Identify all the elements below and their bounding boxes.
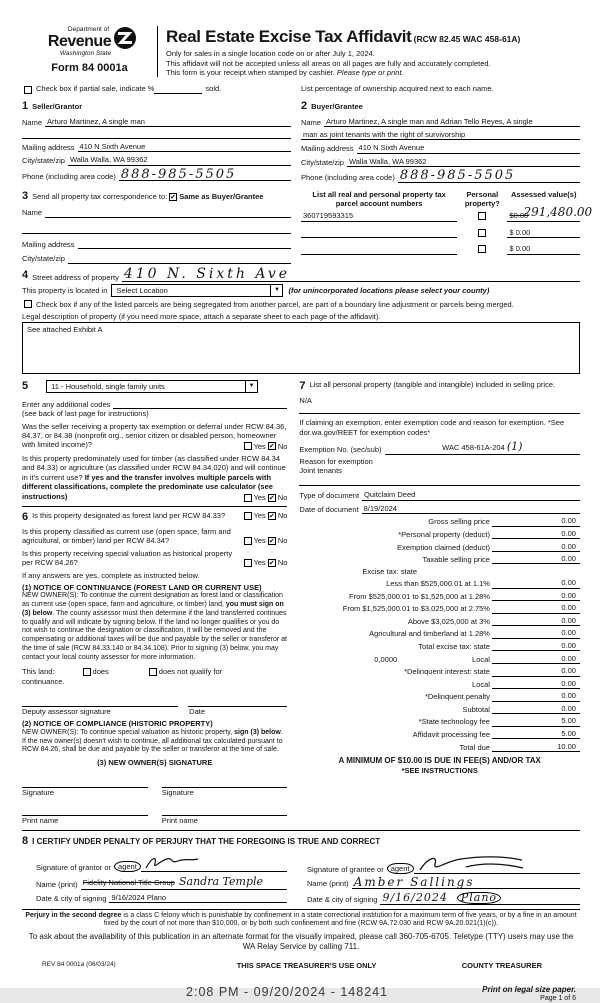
print-name-label: Print name — [22, 816, 148, 825]
this-land-label: This land: — [22, 667, 55, 676]
tax-row-label: *Personal property (deduct) — [299, 530, 492, 539]
header-note-1: Only for sales in a single location code on or after July 1, 2024. — [166, 49, 580, 58]
agent-circled-label: agent — [114, 861, 141, 872]
assessed-value-field-1[interactable]: $0.00 — [507, 211, 580, 221]
parcel-row — [301, 211, 580, 221]
tax-row-label: Exemption claimed (deduct) — [299, 543, 492, 552]
section-certify — [22, 835, 580, 904]
date-of-document-label: Date of document — [299, 505, 361, 514]
no-label: No — [278, 442, 288, 451]
chevron-down-icon[interactable]: ▼ — [245, 381, 257, 392]
buyer-phone-field[interactable]: 888-985-5505 — [398, 170, 580, 183]
land-use-select-value: 11 - Household, single family units — [51, 382, 165, 391]
county-treasurer-label: COUNTY TREASURER — [424, 961, 580, 970]
grantee-name-field[interactable]: Amber Sallings — [352, 877, 580, 889]
buyer-heading: Buyer/Grantee — [311, 102, 363, 111]
buyer-citystatezip-field[interactable]: Walla Walla, WA 99362 — [347, 157, 580, 167]
grantee-date-label: Date & city of signing — [307, 895, 380, 904]
checkmark-icon: ✔ — [269, 513, 275, 520]
correspondence-label: Send all property tax correspondence to: — [32, 192, 167, 201]
page-title-rcw: (RCW 82.45 WAC 458-61A) — [414, 34, 521, 44]
rev-form-code: REV 84 0001a (06/03/24) — [22, 961, 189, 969]
tax-row-label: From $1,525,000.01 to $3,025,000 at 2.75% — [299, 604, 492, 613]
tax-row-value[interactable]: 0.00 — [492, 666, 580, 676]
local-rate-value[interactable]: 0,0000 — [299, 655, 472, 664]
notice-compliance-title: (2) NOTICE OF COMPLIANCE (HISTORIC PROPERTY) — [22, 719, 287, 728]
seller-name-field-2[interactable] — [22, 130, 291, 139]
corr-name-label: Name — [22, 208, 45, 217]
grantor-name-handwritten: Sandra Temple — [179, 875, 263, 888]
grantor-name-label: Name (print) — [36, 880, 81, 889]
partial-sale-sold-label: sold. — [205, 84, 221, 93]
tax-row-value[interactable]: 0.00 — [492, 704, 580, 714]
section-land-use — [22, 380, 287, 394]
checkmark-icon: ✔ — [269, 560, 275, 567]
tax-row-label: From $525,000.01 to $1,525,000 at 1.28% — [299, 592, 492, 601]
grantee-date-field[interactable]: 9/16/2024 Plano — [380, 892, 580, 905]
new-owners-signature-title: (3) NEW OWNER(S) SIGNATURE — [22, 758, 287, 767]
section3-number: 3 — [22, 190, 28, 204]
seller-citystatezip-label: City/state/zip — [22, 156, 68, 165]
street-address-label: Street address of property — [32, 273, 122, 282]
q5b-yes-checkbox[interactable] — [244, 494, 252, 502]
tax-row-value[interactable]: 0.00 — [492, 679, 580, 689]
assessed-value-field-2[interactable]: $ 0.00 — [507, 228, 580, 238]
type-of-document-field[interactable]: Quitclaim Deed — [362, 490, 580, 500]
notice-continuance-body: NEW OWNER(S): To continue the current designation as forest land or classification as current use (open space, farm and agriculture, or timber) land, you must sign on (3) below. The county assessor must then determine if the land transferred continues to qualify and will indicate by signing below. If the land no longer qualifies or you do not wish to continue the designation or classification, it will be removed and the compensating or additional taxes will be due and payable by the seller or transferor at the time of sale (RCW 84.33.140 or 84.34.108). Prior to signing (3) below, you may contact your local county assessor for more information. — [22, 592, 287, 662]
buyer-name-field-2[interactable]: man as joint tenants with the right of survivorship — [301, 130, 580, 140]
if-any-yes-note: If any answers are yes, complete as instructed below. — [22, 571, 287, 580]
section4-number: 4 — [22, 269, 28, 283]
new-owner-signature-field-2[interactable] — [162, 779, 288, 788]
section-buyer — [301, 100, 580, 183]
perjury-note: Perjury in the second degree is a class C felony which is punishable by confinement in a state correctional institution for a maximum term of five years, or by a fine in an amount fixed by the court of not more than $10,000, or by both such confinement and fine (RCW 9A.72.030 and RCW 9A.20.021(1)(c)). — [22, 912, 580, 930]
tax-row-label: Agricultural and timberland at 1.28% — [299, 629, 492, 638]
historic-question: Is this property receiving special valuation as historical property per RCW 84.26? — [22, 549, 238, 568]
additional-codes-note: (see back of last page for instructions) — [22, 409, 287, 418]
corr-citystatezip-field[interactable] — [68, 255, 291, 264]
parcel-number-field-2[interactable] — [301, 229, 457, 238]
signature-label: Signature — [162, 788, 288, 797]
tax-row-label: Total excise tax: state — [299, 642, 492, 651]
forest-land-question: Is this property designated as forest land per RCW 84.33? — [32, 511, 237, 520]
notice-compliance-body: NEW OWNER(S): To continue special valuation as historic property, sign (3) below. If the new owner(s) doesn't wish to continue, all additional tax calculated pursuant to RCW 84.26, shall be due and payable by the seller or transferor at the time of sale. — [22, 729, 287, 755]
q6b-no-checkbox[interactable] — [268, 537, 276, 545]
q6b-yes-checkbox[interactable] — [244, 537, 252, 545]
grantor-date-label: Date & city of signing — [36, 894, 109, 903]
dor-swirl-icon — [113, 26, 137, 50]
revenue-wordmark: Revenue — [48, 34, 111, 50]
page-title: Real Estate Excise Tax Affidavit — [166, 27, 412, 46]
seller-mailing-field[interactable]: 410 N Sixth Avenue — [78, 142, 291, 152]
form-number: Form 84 0001a — [22, 62, 157, 76]
yes-label: Yes — [254, 442, 266, 451]
tax-row-value[interactable]: 5.00 — [492, 716, 580, 726]
exemption-intro: If claiming an exemption, enter exemption code and reason for exemption. *See dor.wa.gov/REET for exemption codes* — [299, 418, 580, 437]
continuance-label: continuance. — [22, 677, 287, 686]
assessed-value-handwritten: 291,480.00 — [523, 205, 592, 220]
personal-property-checkbox-3[interactable] — [478, 245, 486, 253]
tax-row-label: Total due — [299, 743, 492, 752]
assessed-value-col-header: Assessed value(s) — [507, 190, 580, 199]
page-indicator: Page 1 of 6 — [413, 995, 576, 1003]
yes-label: Yes — [254, 493, 266, 502]
agent-circled-label: agent — [387, 863, 414, 874]
does-checkbox[interactable] — [83, 668, 91, 676]
alt-format-note: To ask about the availability of this publication in an alternate format for the visually impaired, please call 360-705-6705. Teletype (TTY) users may use the WA Relay Service by calling 711. — [22, 932, 580, 952]
q5a-yes-checkbox[interactable] — [244, 442, 252, 450]
segregated-checkbox[interactable] — [24, 300, 32, 308]
location-select-value: Select Location — [116, 286, 167, 295]
personal-property-checkbox-1[interactable] — [478, 212, 486, 220]
personal-property-checkbox-2[interactable] — [478, 229, 486, 237]
corr-name-field-2[interactable] — [22, 225, 291, 234]
parcel-col-header: List all real and personal property tax parcel account numbers — [301, 190, 457, 209]
tax-row-label: Taxable selling price — [299, 555, 492, 564]
new-owner-printname-field-2[interactable] — [162, 807, 288, 816]
dor-logo-block — [22, 26, 157, 77]
header-note-3: This form is your receipt when stamped by cashier. Please type or print. — [166, 68, 580, 77]
notice-continuance-title: (1) NOTICE OF CONTINUANCE (FOREST LAND OR CURRENT USE) — [22, 583, 287, 592]
grantee-name-label: Name (print) — [307, 879, 352, 888]
new-owner-signature-field-1[interactable] — [22, 779, 148, 788]
tax-row-value[interactable]: 0.00 — [492, 616, 580, 626]
reason-exemption-label: Reason for exemption — [299, 457, 580, 466]
current-use-question: Is this property classified as current use (open space, farm and agricultural, or timber) land per RCW 84.34? — [22, 527, 238, 546]
exemption-no-field[interactable]: WAC 458-61A-204 (1) — [385, 440, 580, 455]
tax-row-value[interactable]: 10.00 — [492, 742, 580, 752]
parcel-row — [301, 244, 580, 254]
grantor-signature-field[interactable] — [141, 855, 287, 872]
partial-sale-checkbox[interactable] — [24, 86, 32, 94]
segregated-label: Check box if any of the listed parcels are being segregated from another parcel, are part of a boundary line adjustment or parcels being merged. — [36, 300, 514, 309]
grantor-name-field[interactable]: Fidelity National Title Group Sandra Temple — [81, 875, 287, 890]
seller-citystatezip-field[interactable]: Walla Walla, WA 99362 — [68, 155, 291, 165]
tax-row-value[interactable]: 0.00 — [492, 641, 580, 651]
partial-sale-label: Check box if partial sale, indicate % — [36, 84, 154, 93]
section-correspondence — [22, 190, 301, 264]
section7-number: 7 — [299, 380, 305, 394]
tax-row-value[interactable]: 0.00 — [492, 516, 580, 526]
yes-label: Yes — [254, 558, 266, 567]
treasurer-use-label: THIS SPACE TREASURER'S USE ONLY — [189, 961, 423, 970]
dept-of-label: Department of — [48, 26, 111, 34]
signature-label: Signature — [22, 788, 148, 797]
section-classification — [22, 511, 287, 825]
deputy-assessor-signature-field[interactable] — [22, 698, 178, 707]
land-use-select[interactable] — [46, 380, 258, 393]
grantee-signature-field[interactable] — [414, 855, 581, 874]
tax-row-label: *Delinquent interest: state — [299, 667, 492, 676]
certify-heading: I CERTIFY UNDER PENALTY OF PERJURY THAT THE FOREGOING IS TRUE AND CORRECT — [32, 837, 380, 847]
personal-property-list-label: List all personal property (tangible and intangible) included in selling price. — [310, 380, 556, 394]
wa-state-label: Washington State — [48, 50, 111, 58]
personal-property-value[interactable]: N/A — [299, 396, 580, 405]
partial-sale-percent-field[interactable] — [154, 85, 202, 94]
tax-row-value[interactable]: 0.00 — [492, 529, 580, 539]
seller-mailing-label: Mailing address — [22, 143, 78, 152]
corr-mailing-field[interactable] — [78, 240, 291, 249]
tax-row-label: Above $3,025,000 at 3% — [299, 617, 492, 626]
seller-name-label: Name — [22, 118, 45, 127]
buyer-name-field[interactable]: Arturo Martinez, A single man and Adrian Tello Reyes, A single — [324, 117, 580, 127]
tax-row-label: *State technology fee — [299, 717, 492, 726]
q5b-no-checkbox[interactable] — [268, 494, 276, 502]
buyer-phone-label: Phone (including area code) — [301, 173, 398, 182]
type-of-document-label: Type of document — [299, 491, 362, 500]
timber-question: Is this property predominately used for timber (as classified under RCW 84.34 and 84.33) or agriculture (as classified under RCW 84.34.020) and will continue in it's current use? If yes and the transfer involves multiple parcels with different classifications, complete the predominate use calculator (see instructions) — [22, 454, 287, 501]
buyer-mailing-label: Mailing address — [301, 144, 357, 153]
tax-row-label: Subtotal — [299, 705, 492, 714]
see-instructions-note: *SEE INSTRUCTIONS — [299, 766, 580, 775]
located-note: (for unincorporated locations please select your county) — [283, 286, 489, 295]
does-label: does — [93, 667, 109, 676]
header — [22, 26, 580, 77]
assessed-value-field-3[interactable]: $ 0.00 — [507, 244, 580, 254]
legal-description-label: Legal description of property (if you need more space, attach a separate sheet to each page of the affidavit). — [22, 312, 580, 321]
checkmark-icon: ✔ — [170, 194, 176, 201]
parcel-number-field-3[interactable] — [301, 246, 457, 255]
tax-row-label: Affidavit processing fee — [299, 730, 492, 739]
location-select[interactable] — [111, 284, 283, 297]
seller-phone-field[interactable]: 888-985-5505 — [119, 169, 291, 182]
located-in-label: This property is located in — [22, 286, 111, 295]
q6c-no-checkbox[interactable] — [268, 559, 276, 567]
checkmark-icon: ✔ — [269, 538, 275, 545]
q5a-no-checkbox[interactable] — [268, 442, 276, 450]
q6a-no-checkbox[interactable] — [268, 512, 276, 520]
date-label: Date — [189, 707, 287, 716]
additional-codes-field[interactable] — [113, 400, 287, 409]
tax-row-value[interactable]: 0.00 — [492, 578, 580, 588]
corr-citystatezip-label: City/state/zip — [22, 254, 68, 263]
q6a-yes-checkbox[interactable] — [244, 512, 252, 520]
seller-name-field[interactable]: Arturo Martinez, A single man — [45, 117, 291, 127]
chevron-down-icon[interactable]: ▼ — [270, 285, 282, 296]
does-not-label: does not qualify for — [159, 667, 222, 676]
grantee-signature-scribble — [416, 855, 526, 873]
same-as-buyer-checkbox[interactable] — [169, 193, 177, 201]
tax-row-value[interactable]: 0.00 — [492, 542, 580, 552]
tax-row-label: *Delinquent penalty — [299, 692, 492, 701]
section-personal-property — [299, 380, 580, 394]
tax-row-value[interactable]: 0.00 — [492, 654, 580, 664]
same-as-buyer-label: Same as Buyer/Grantee — [179, 192, 263, 201]
checkmark-icon: ✔ — [269, 495, 275, 502]
corr-name-field[interactable] — [45, 209, 291, 218]
street-address-field[interactable]: 410 N. Sixth Ave — [122, 269, 580, 282]
q6c-yes-checkbox[interactable] — [244, 559, 252, 567]
tax-row-value[interactable]: 5.00 — [492, 729, 580, 739]
does-not-checkbox[interactable] — [149, 668, 157, 676]
section5-number: 5 — [22, 380, 28, 394]
tax-row-label: Gross selling price — [299, 517, 492, 526]
section6-number: 6 — [22, 511, 28, 525]
tax-row-value[interactable]: 0.00 — [492, 628, 580, 638]
grantor-signature-scribble — [143, 855, 201, 871]
seller-heading: Seller/Grantor — [32, 102, 82, 111]
no-label: No — [278, 536, 288, 545]
print-legal-note: Print on legal size paper. — [413, 985, 576, 995]
grantee-city-circled: Plano — [457, 892, 501, 904]
section2-number: 2 — [301, 100, 307, 112]
tax-row-label: Local — [472, 655, 492, 664]
parcel-number-field[interactable]: 360719593315 — [301, 211, 457, 221]
section-property — [22, 269, 580, 375]
reason-exemption-value[interactable]: Joint tenants — [299, 466, 580, 475]
treasurer-stamp: 2:08 PM - 09/20/2024 - 148241 — [162, 985, 413, 1001]
yes-label: Yes — [254, 511, 266, 520]
no-label: No — [278, 493, 288, 502]
minimum-due-note: A MINIMUM OF $10.00 IS DUE IN FEE(S) AND/OR TAX — [299, 756, 580, 766]
new-owner-printname-field-1[interactable] — [22, 807, 148, 816]
corr-mailing-label: Mailing address — [22, 240, 78, 249]
grantor-signature-label: Signature of grantor or — [36, 863, 114, 872]
buyer-name-label: Name — [301, 118, 324, 127]
excise-tax-state-header: Excise tax: state — [362, 567, 417, 576]
grantee-signature-label: Signature of grantee or — [307, 865, 387, 874]
header-note-2: This affidavit will not be accepted unless all areas on all pages are fully and accurately completed. — [166, 59, 580, 68]
header-title-block — [157, 26, 580, 77]
yes-label: Yes — [254, 536, 266, 545]
tax-row-label: Local — [299, 680, 492, 689]
deputy-date-field[interactable] — [188, 698, 287, 707]
section8-number: 8 — [22, 835, 28, 849]
buyer-citystatezip-label: City/state/zip — [301, 158, 347, 167]
legal-description-field[interactable]: See attached Exhibit A — [22, 322, 580, 374]
seller-phone-label: Phone (including area code) — [22, 172, 119, 181]
section-seller — [22, 100, 301, 183]
ownership-note: List percentage of ownership acquired next to each name. — [301, 84, 580, 93]
tax-row-value[interactable]: 0.00 — [492, 591, 580, 601]
parcel-table — [301, 190, 580, 264]
print-name-label: Print name — [162, 816, 288, 825]
no-label: No — [278, 511, 288, 520]
grantor-date-field[interactable]: 9/16/2024 Plano — [109, 893, 287, 903]
tax-row-value[interactable]: 0.00 — [492, 603, 580, 613]
no-label: No — [278, 558, 288, 567]
deputy-assessor-label: Deputy assessor signature — [22, 707, 179, 716]
additional-codes-label: Enter any additional codes — [22, 400, 113, 409]
exemption-no-label: Exemption No. (sec/sub) — [299, 445, 384, 454]
tax-row-value[interactable]: 0.00 — [492, 691, 580, 701]
exemption-handwritten: (1) — [507, 440, 523, 453]
parcel-row — [301, 228, 580, 238]
checkmark-icon: ✔ — [269, 443, 275, 450]
personal-property-col-header: Personal property? — [457, 190, 507, 209]
exemption-deferral-question: Was the seller receiving a property tax exemption or deferral under RCW 84.36, 84.37, or 84.38 (nonprofit org., senior citizen or disabled person, homeowner with limited income)? — [22, 422, 287, 450]
tax-row-value[interactable]: 0.00 — [492, 554, 580, 564]
buyer-mailing-field[interactable]: 410 N Sixth Avenue — [357, 143, 580, 153]
section1-number: 1 — [22, 100, 28, 112]
date-of-document-field[interactable]: 8/19/2024 — [362, 504, 580, 514]
tax-row-label: Less than $525,000.01 at 1.1% — [299, 579, 492, 588]
